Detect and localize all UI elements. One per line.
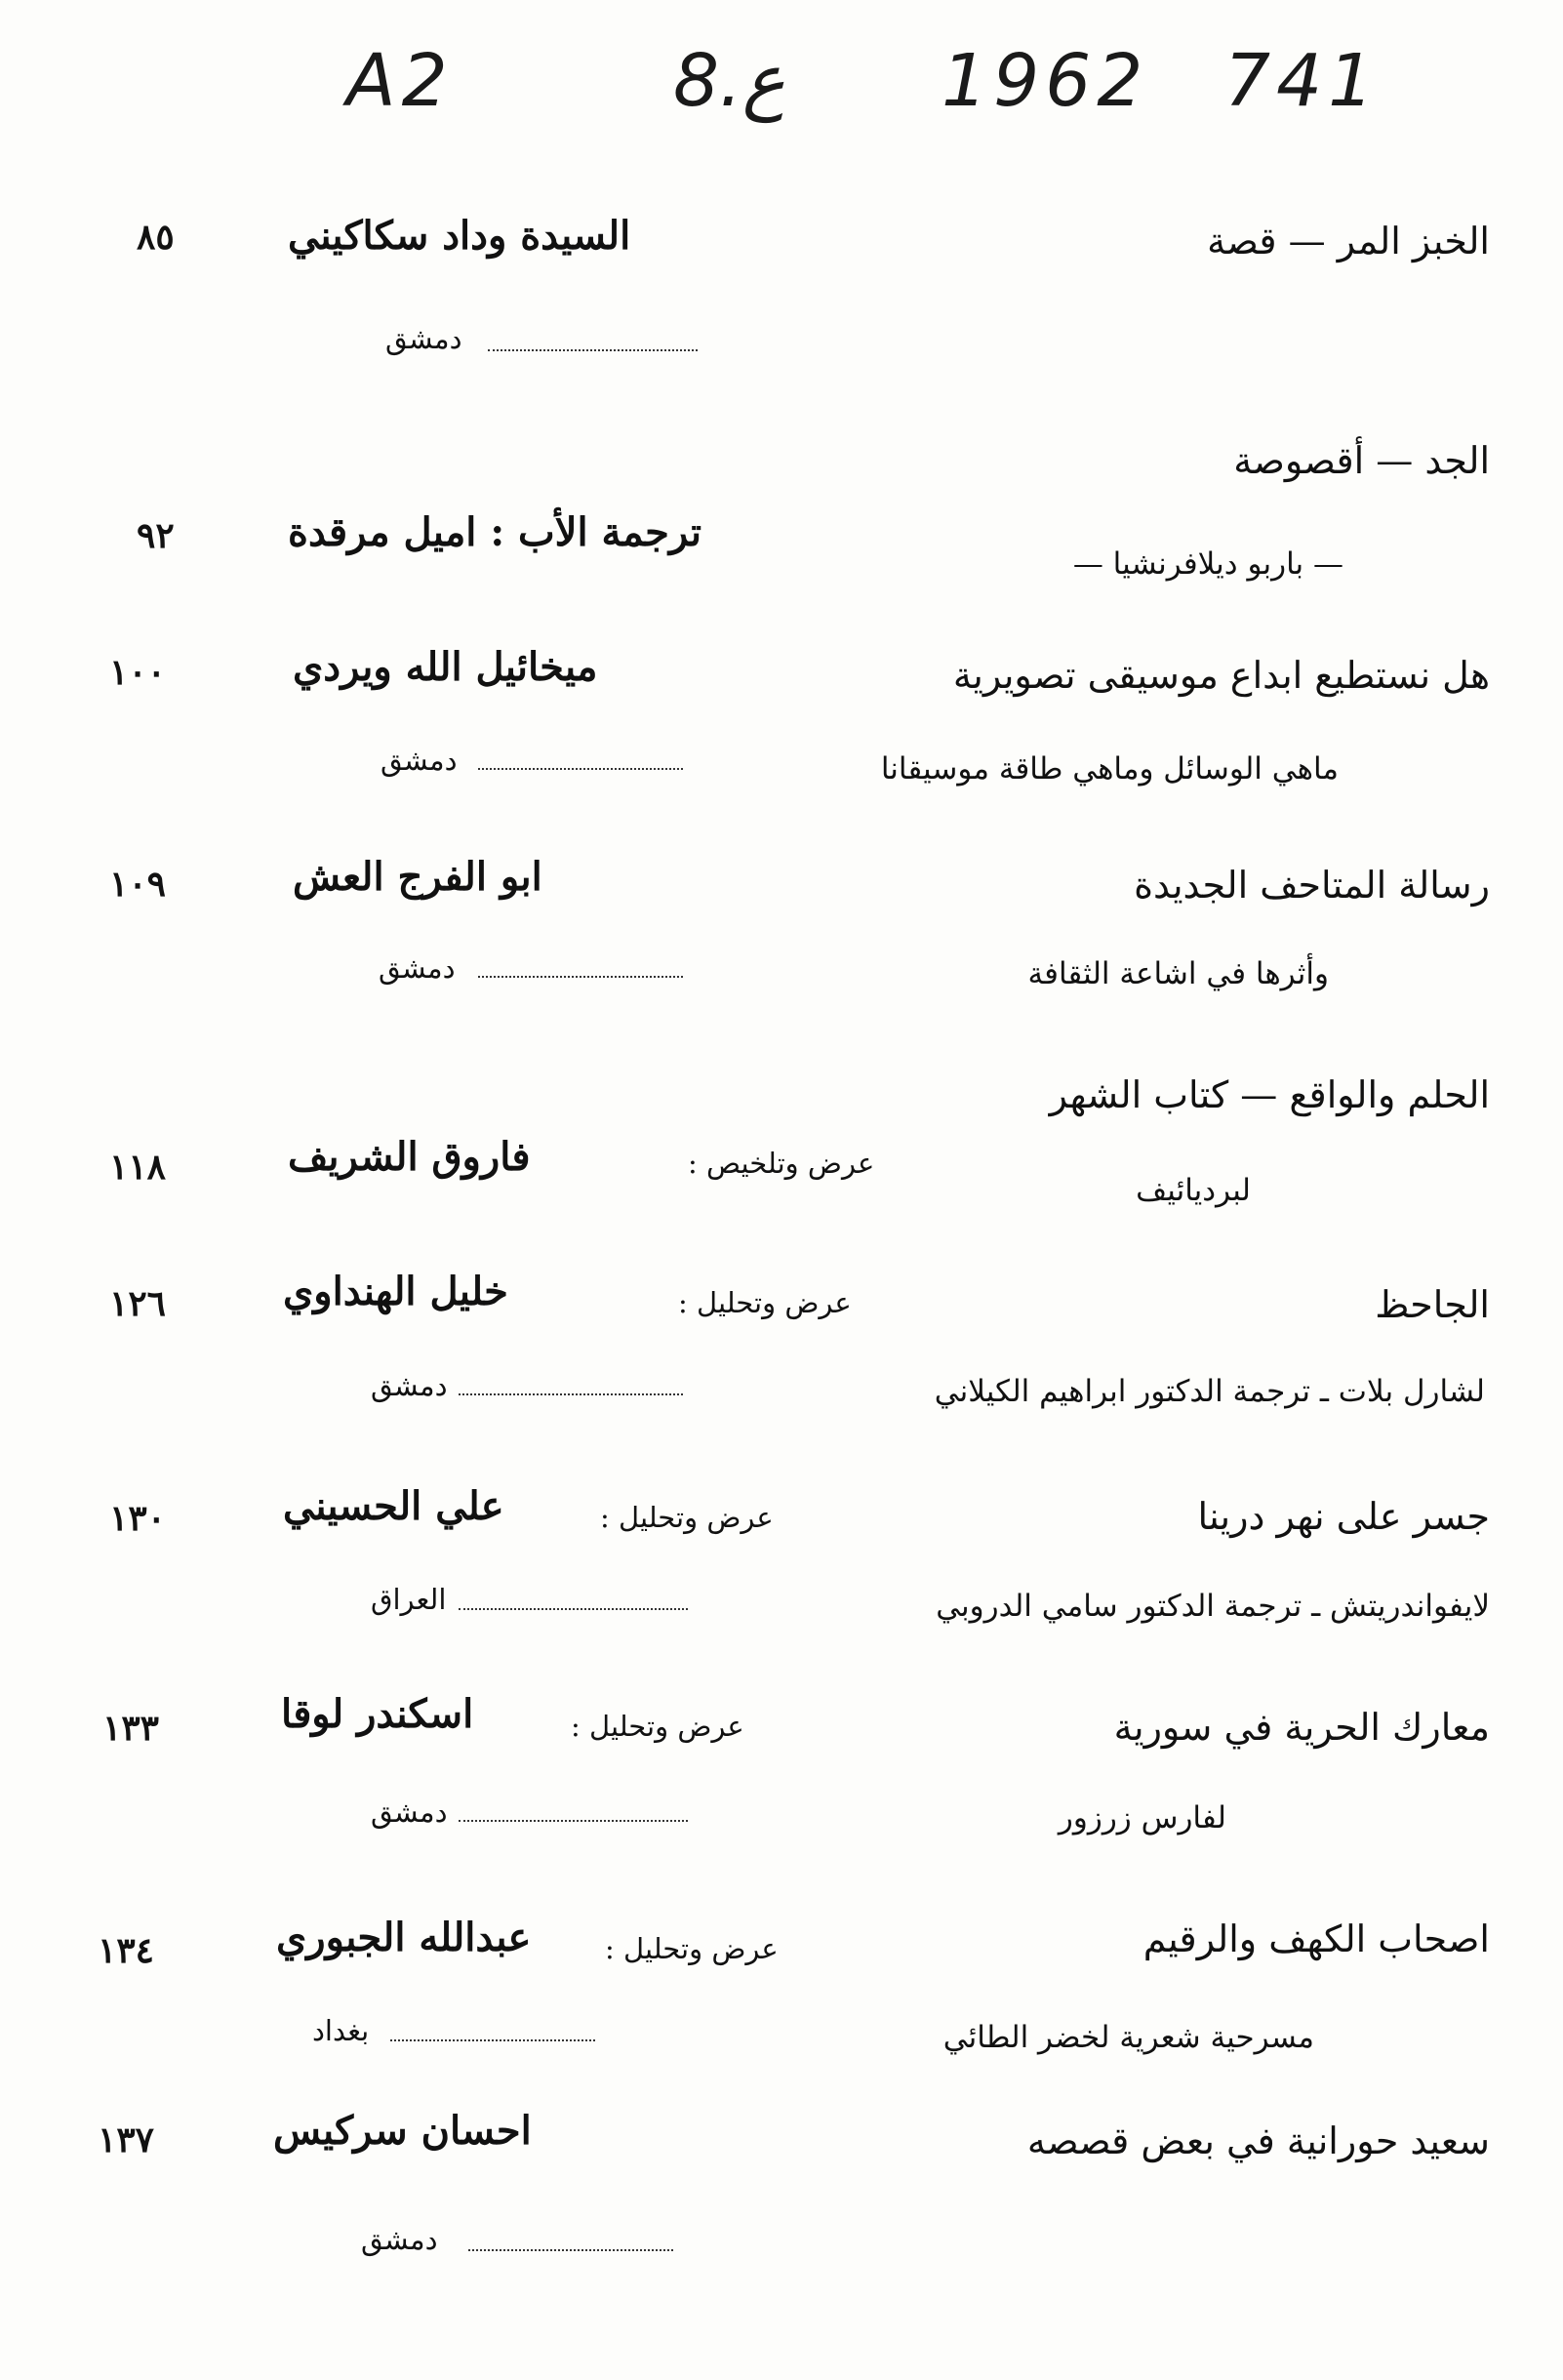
entry-title: اصحاب الكهف والرقيم [1142,1917,1490,1960]
leader-dots [459,1393,683,1395]
entry-location: العراق [371,1583,447,1616]
entry-author: اسكندر لوقا [281,1691,474,1737]
entry-author: عبدالله الجبوري [276,1915,532,1960]
entry-location: دمشق [385,322,462,355]
entry-title: سعيد حورانية في بعض قصصه [1026,2119,1490,2162]
page-number: ١٣٣ [102,1708,160,1749]
page-number: ١٠٠ [109,652,167,693]
entry-author: ابو الفرج العش [293,854,542,900]
entry-author: السيدة وداد سكاكيني [288,213,631,259]
entry-role: عرض وتلخيص : [688,1147,875,1180]
page-number: ١١٨ [109,1147,167,1188]
handwritten-code: A2 [346,39,454,123]
entry-role: عرض وتحليل : [571,1710,744,1743]
entry-title: هل نستطيع ابداع موسيقى تصويرية [952,654,1490,697]
page-number: ٩٢ [137,515,175,556]
page-number: ١٢٦ [109,1283,167,1324]
entry-author: احسان سركيس [273,2108,532,2154]
entry-location: دمشق [379,951,456,985]
handwritten-issue: 8.ع [673,39,785,123]
entry-title: الجاحظ [1375,1283,1490,1326]
page-number: ١٠٩ [109,864,167,905]
entry-location: دمشق [361,2223,438,2256]
entry-role: عرض وتحليل : [678,1286,852,1319]
leader-dots [468,2249,673,2251]
page-number: ١٣٠ [109,1498,167,1539]
entry-subtitle: لايفواندريتش ـ ترجمة الدكتور سامي الدروبي [936,1589,1490,1624]
entry-subtitle: — باربو ديلافرنشيا — [1072,546,1343,582]
entry-author: خليل الهنداوي [283,1269,508,1314]
entry-subtitle: مسرحية شعرية لخضر الطائي [942,2020,1314,2055]
entry-location: دمشق [371,1795,448,1829]
handwritten-year: 1962 [942,39,1149,123]
leader-dots [390,2039,595,2041]
entry-author: ترجمة الأب : اميل مرقدة [288,509,702,555]
entry-author: علي الحسيني [283,1483,504,1529]
entry-location: دمشق [371,1369,448,1402]
entry-title: الحلم والواقع — كتاب الشهر [1049,1073,1490,1116]
leader-dots [488,349,698,351]
handwritten-number: 741 [1224,39,1381,123]
entry-title: الجد — أقصوصة [1233,439,1490,482]
page-number: ١٣٤ [98,1930,155,1971]
entry-subtitle: لشارل بلات ـ ترجمة الدكتور ابراهيم الكيلاني [934,1374,1485,1409]
leader-dots [459,1608,688,1610]
leader-dots [478,768,683,770]
entry-author: ميخائيل الله ويردي [293,644,598,690]
entry-role: عرض وتحليل : [605,1932,779,1965]
entry-location: بغداد [312,2014,370,2047]
entry-title: جسر على نهر درينا [1197,1495,1490,1538]
leader-dots [459,1820,688,1822]
entry-title: الخبز المر — قصة [1207,220,1490,262]
entry-title: رسالة المتاحف الجديدة [1134,864,1490,907]
entry-author: فاروق الشريف [288,1134,531,1180]
entry-role: عرض وتحليل : [600,1501,774,1534]
leader-dots [478,976,683,978]
entry-subtitle: ماهي الوسائل وماهي طاقة موسيقانا [880,751,1339,787]
entry-subtitle: وأثرها في اشاعة الثقافة [1027,956,1329,991]
entry-title: معارك الحرية في سورية [1113,1706,1490,1749]
entry-subtitle: لبرديائيف [1136,1173,1251,1208]
page-number: ٨٥ [137,217,175,258]
entry-location: دمشق [381,744,458,777]
page-number: ١٣٧ [98,2119,155,2160]
entry-subtitle: لفارس زرزور [1058,1800,1226,1835]
